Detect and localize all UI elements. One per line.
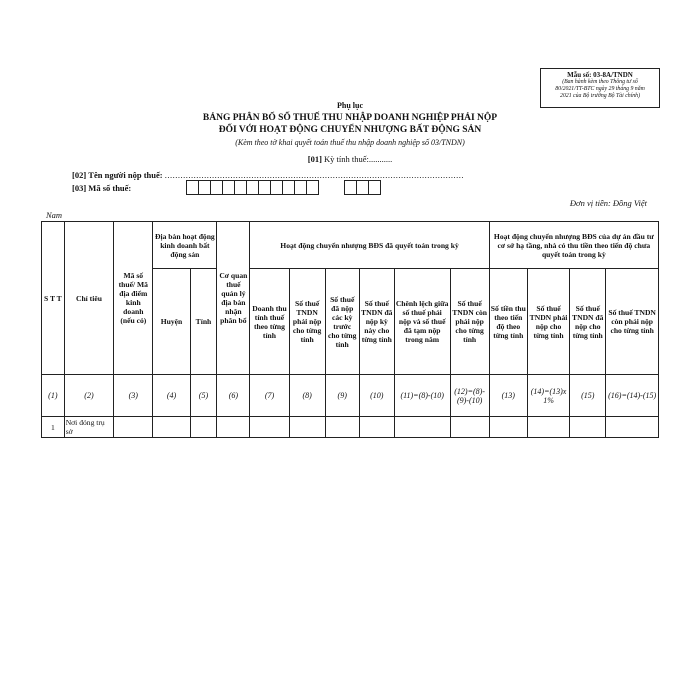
form-note-2: 80/2021/TT-BTC ngày 29 tháng 9 năm [555,86,645,92]
column-index: (16)=(14)-(15) [606,375,659,417]
column-index: (9) [325,375,359,417]
header-g2-phai-nop: Số thuế TNDN phải nộp cho từng tỉnh [527,269,569,375]
appendix-label: Phụ lục [336,101,363,110]
tax-id-box [306,180,319,195]
form-note-3: 2021 của Bộ trưởng Bộ Tài chính) [560,93,640,99]
header-ma-so-thue: Mã số thuế/ Mã địa điểm kinh doanh (nếu có) [114,222,153,375]
tax-id-boxes [186,180,318,195]
currency-unit: Đơn vị tiền: Đồng Việt [569,198,647,208]
column-index: (10) [359,375,394,417]
header-group-chua-quyet-toan: Hoạt động chuyển nhượng BĐS của dự án đầu tư cơ sở hạ tầng, nhà có thu tiền theo tiến độ chưa quyết toán trong kỳ [489,222,658,269]
column-index: (5) [190,375,217,417]
header-tien-thu-tien-do: Số tiền thu theo tiến độ theo từng tỉnh [489,269,527,375]
header-thue-da-nop-ky-nay: Số thuế TNDN đã nộp kỳ này cho từng tỉnh [359,269,394,375]
column-index: (2) [64,375,114,417]
row-stt: 1 [42,417,65,438]
header-huyen: Huyện [153,269,190,375]
header-chenh-lech: Chênh lệch giữa số thuế phải nộp và số thuế đã tạm nộp trong năm [394,269,450,375]
column-index: (11)=(8)-(10) [394,375,450,417]
taxpayer-dots: .................................................................................................................. [164,170,464,180]
document-title-line1: BẢNG PHÂN BỔ SỐ THUẾ THU NHẬP DOANH NGHIỆP PHẢI NỘP [202,113,498,123]
column-index: (13) [489,375,527,417]
column-index: (6) [217,375,250,417]
column-index: (12)=(8)-(9)-(10) [450,375,489,417]
table-cell[interactable] [606,417,659,438]
document-subtitle: (Kèm theo tờ khai quyết toán thuế thu nhập doanh nghiệp số 03/TNDN) [235,138,465,147]
column-index: (4) [153,375,190,417]
header-chi-tieu: Chỉ tiêu [64,222,114,375]
table-cell[interactable] [527,417,569,438]
column-index: (3) [114,375,153,417]
tax-id-suffix-boxes [344,180,380,195]
tax-id-code: [03] [72,183,87,193]
table-cell[interactable] [394,417,450,438]
tax-period-label: Kỳ tính thuế:........... [324,154,393,164]
header-stt: S T T [42,222,65,375]
table-cell[interactable] [289,417,325,438]
table-row [42,417,659,438]
row-chi-tieu: Nơi đóng trụ sở [64,417,114,438]
header-co-quan-thue: Cơ quan thuế quản lý địa bàn nhận phân bổ [217,222,250,375]
header-con-phai-nop: Số thuế TNDN còn phải nộp cho từng tỉnh [450,269,489,375]
tax-period-field [150,154,550,164]
header-group-da-quyet-toan: Hoạt động chuyển nhượng BĐS đã quyết toán trong kỳ [250,222,489,269]
table-cell[interactable] [450,417,489,438]
header-g2-con-phai-nop: Số thuế TNDN còn phải nộp cho từng tỉnh [606,269,659,375]
column-index: (15) [570,375,606,417]
header-g2-da-nop: Số thuế TNDN đã nộp cho từng tỉnh [570,269,606,375]
tax-id-label: Mã số thuế: [88,183,132,193]
table-cell[interactable] [153,417,190,438]
table-cell[interactable] [217,417,250,438]
form-code-box [540,68,660,108]
taxpayer-name-field [72,170,464,180]
column-index: (7) [250,375,289,417]
header-thue-da-nop-ky-truoc: Số thuế đã nộp các kỳ trước cho từng tỉnh [325,269,359,375]
column-index: (14)=(13)x 1% [527,375,569,417]
table-cell[interactable] [570,417,606,438]
column-index: (1) [42,375,65,417]
taxpayer-code: [02] [72,170,87,180]
table-cell[interactable] [114,417,153,438]
document-title-line2: ĐỐI VỚI HOẠT ĐỘNG CHUYỂN NHƯỢNG BẤT ĐỘNG SẢN [218,125,482,135]
table-cell[interactable] [250,417,289,438]
table-cell[interactable] [190,417,217,438]
column-index: (8) [289,375,325,417]
tax-id-field [72,183,131,193]
currency-unit-cont: Nam [46,210,63,220]
header-doanh-thu: Doanh thu tính thuế theo từng tỉnh [250,269,289,375]
form-note-1: (Ban hành kèm theo Thông tư số [562,79,638,85]
table-cell[interactable] [359,417,394,438]
table-cell[interactable] [325,417,359,438]
header-dia-ban: Địa bàn hoạt động kinh doanh bất động sản [153,222,217,269]
form-code: Mẫu số: 03-8A/TNDN [567,71,633,79]
header-thue-phai-nop: Số thuế TNDN phải nộp cho từng tỉnh [289,269,325,375]
allocation-table [41,221,659,438]
tax-period-code: [01] [307,154,322,164]
tax-id-box [368,180,381,195]
table-cell[interactable] [489,417,527,438]
taxpayer-label: Tên người nộp thuế: [88,170,163,180]
header-tinh: Tỉnh [190,269,217,375]
